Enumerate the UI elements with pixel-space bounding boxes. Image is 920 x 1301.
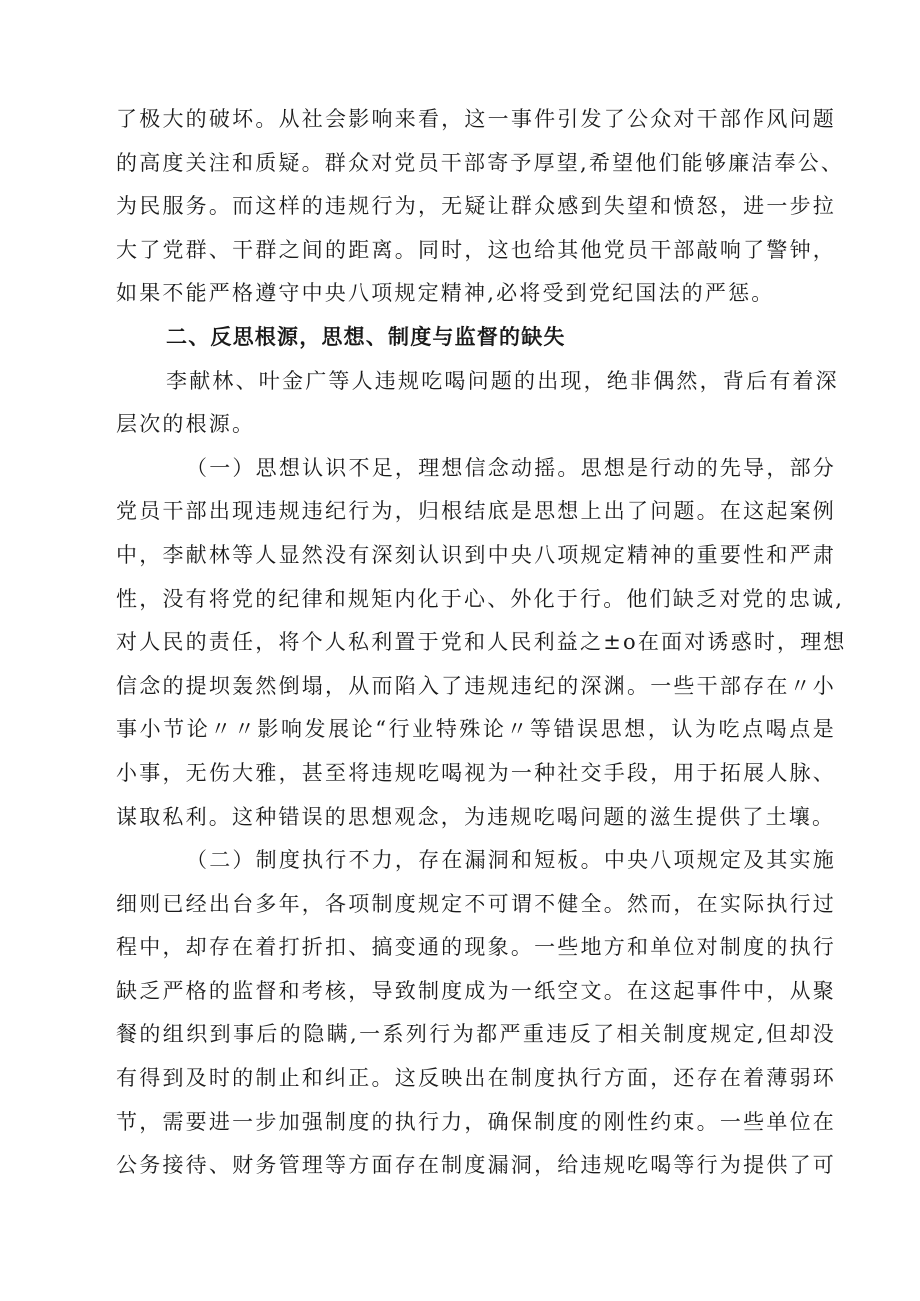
text-line: 层次的根源。 <box>116 412 256 437</box>
text-line: （二）制度执行不力，存在漏洞和短板。中央八项规定及其实施 <box>186 848 836 873</box>
paragraph-root-cause-intro <box>116 360 839 447</box>
text-line: 性，没有将党的纪律和规矩内化于心、外化于行。他们缺乏对党的忠诚, <box>116 586 845 611</box>
text-line: 如果不能严格遵守中央八项规定精神,必将受到党纪国法的严惩。 <box>116 281 775 306</box>
text-line: 李献林、叶金广等人违规吃喝问题的出现，绝非偶然，背后有着深 <box>166 368 839 393</box>
text-line: 中，李献林等人显然没有深刻认识到中央八项规定精神的重要性和严肃 <box>116 542 836 567</box>
paragraph-ideological-cause <box>116 447 847 839</box>
text-line: 细则已经出台多年，各项制度规定不可谓不健全。然而，在实际执行过 <box>116 891 836 916</box>
text-line: 程中，却存在着打折扣、搞变通的现象。一些地方和单位对制度的执行 <box>116 935 836 960</box>
text-line: 对人民的责任，将个人私利置于党和人民利益之±o在面对诱惑时，理想 <box>116 630 847 655</box>
text-line: 餐的组织到事后的隐瞒,一系列行为都严重违反了相关制度规定,但却没 <box>116 1022 836 1047</box>
section-heading-2: 二、反思根源，思想、制度与监督的缺失 <box>166 324 566 349</box>
text-line: 谋取私利。这种错误的思想观念，为违规吃喝问题的滋生提供了土壤。 <box>116 804 836 829</box>
text-line: 了极大的破坏。从社会影响来看，这一事件引发了公众对干部作风问题 <box>116 107 836 131</box>
text-line: 小事，无伤大雅，甚至将违规吃喝视为一种社交手段，用于拓展人脉、 <box>116 760 836 785</box>
text-line: 节，需要进一步加强制度的执行力，确保制度的刚性约束。一些单位在 <box>116 1109 836 1134</box>
paragraph-institutional-cause <box>116 839 836 1188</box>
text-line: 为民服务。而这样的违规行为，无疑让群众感到失望和愤怒，进一步拉 <box>116 194 836 219</box>
text-line: 大了党群、干群之间的距离。同时，这也给其他党员干部敲响了警钟， <box>116 237 836 262</box>
text-line: 的高度关注和质疑。群众对党员干部寄予厚望,希望他们能够廉洁奉公、 <box>116 150 845 175</box>
text-line: 事小节论〃〃影响发展论“行业特殊论〃等错误思想，认为吃点喝点是 <box>116 717 836 742</box>
text-line: 有得到及时的制止和纠正。这反映出在制度执行方面，还存在着薄弱环 <box>116 1066 836 1091</box>
text-line: 缺乏严格的监督和考核，导致制度成为一纸空文。在这起事件中，从聚 <box>116 978 836 1003</box>
text-line: 党员干部出现违规违纪行为，归根结底是思想上出了问题。在这起案例 <box>116 499 836 524</box>
text-line: 信念的提坝轰然倒塌，从而陷入了违规违纪的深渊。一些干部存在〃小 <box>116 673 836 698</box>
text-line: （一）思想认识不足，理想信念动摇。思想是行动的先导，部分 <box>186 455 836 480</box>
text-line: 公务接待、财务管理等方面存在制度漏洞，给违规吃喝等行为提供了可 <box>116 1153 836 1178</box>
document-body <box>116 98 847 1188</box>
paragraph-social-impact <box>116 98 845 316</box>
